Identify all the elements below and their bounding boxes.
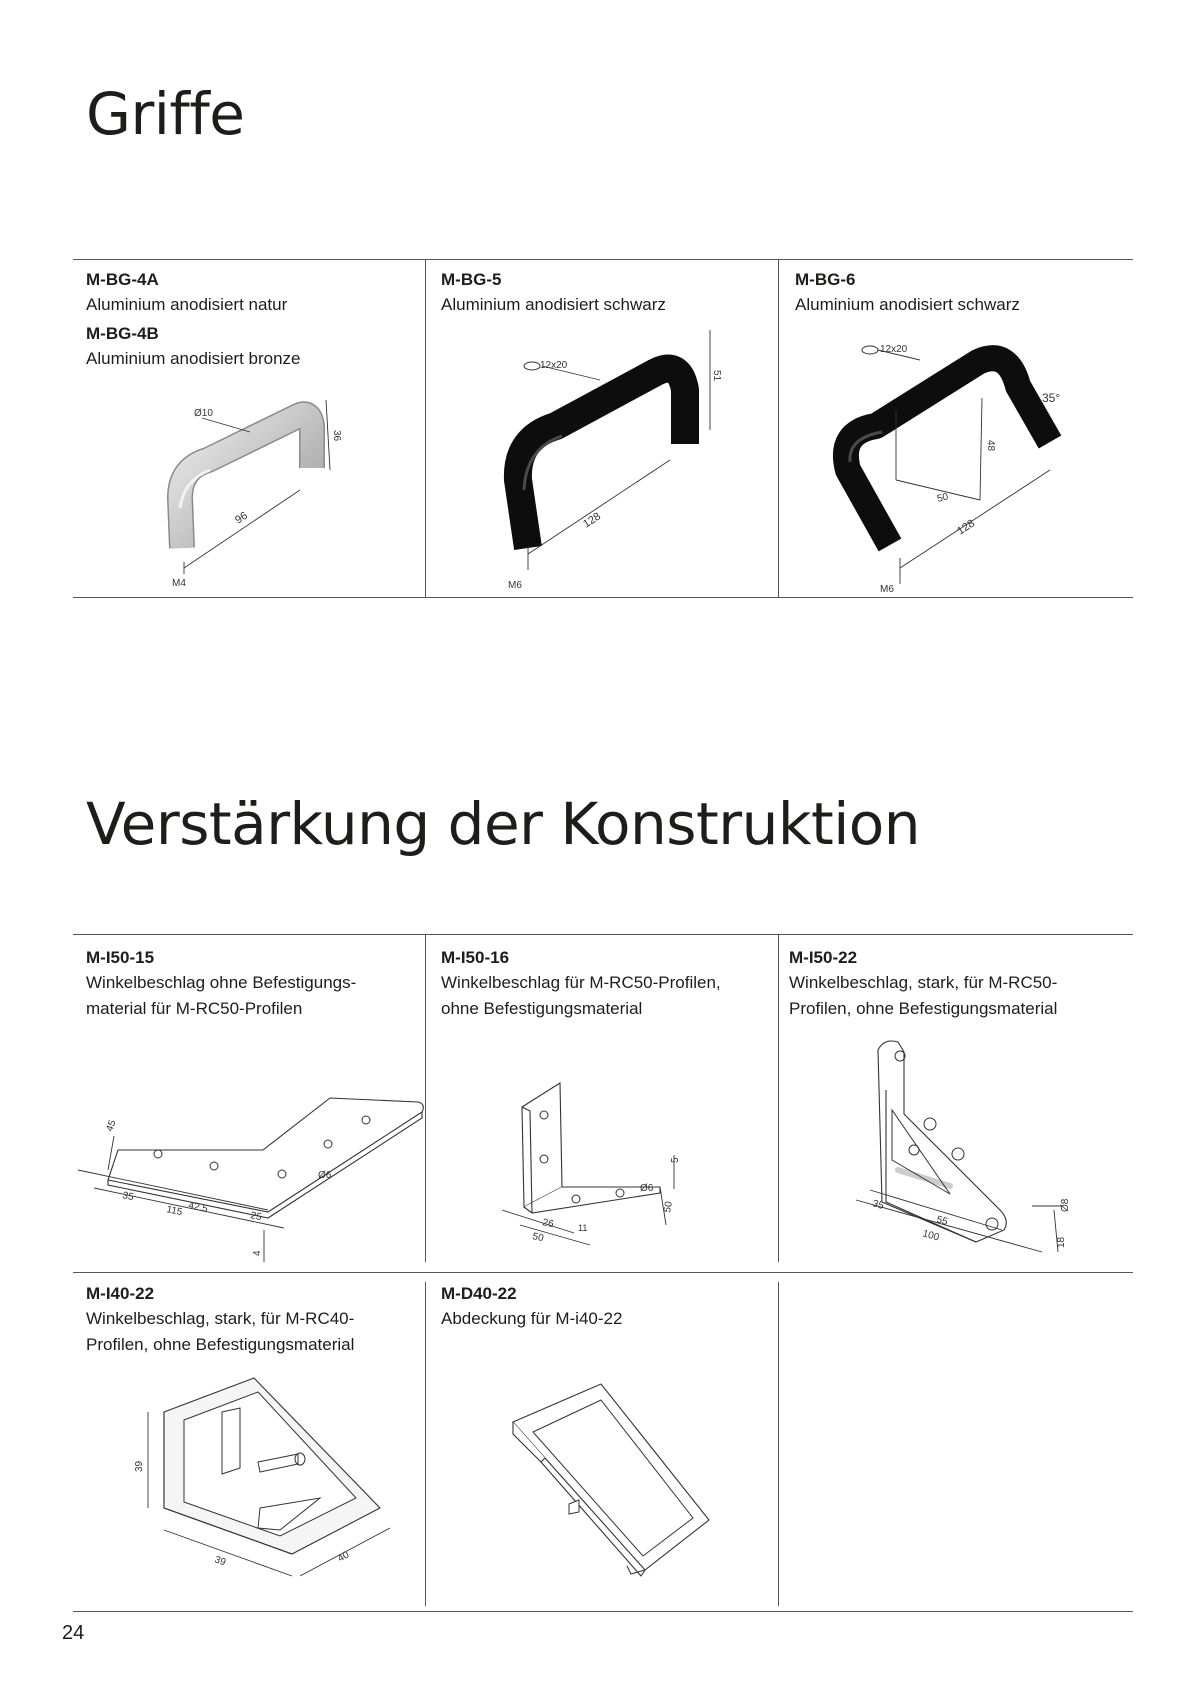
product-m-i50-16 [441, 946, 771, 1022]
dim-label: 45 [104, 1118, 119, 1134]
dim-label: 48 [985, 440, 996, 452]
dim-label: 96 [233, 509, 250, 527]
divider [778, 934, 779, 1262]
product-m-d40-22 [441, 1282, 771, 1332]
dim-label: 128 [581, 510, 604, 531]
bracket-drawing-block [130, 1368, 420, 1583]
product-code: M-BG-6 [795, 270, 856, 289]
product-desc: ohne Befestigungsmaterial [441, 999, 643, 1018]
dim-label: 18 [1056, 1236, 1067, 1248]
section-title-griffe: Griffe [86, 80, 245, 148]
dim-label: 12x20 [880, 344, 908, 355]
dim-label: 115 [165, 1204, 184, 1219]
product-desc: Aluminium anodisiert schwarz [795, 295, 1020, 314]
dim-label: M6 [880, 584, 894, 595]
product-m-i50-15 [86, 946, 416, 1022]
divider [425, 259, 426, 597]
bracket-drawing-angle [490, 1075, 710, 1255]
divider [73, 1272, 1133, 1273]
product-m-bg-6 [795, 268, 1125, 318]
dim-label: 42.5 [187, 1200, 209, 1215]
product-desc: Aluminium anodisiert natur [86, 295, 288, 314]
product-desc: Profilen, ohne Befestigungsmaterial [86, 1335, 355, 1354]
dim-label: 35 [121, 1190, 135, 1204]
dim-label: 55 [935, 1214, 949, 1228]
product-desc: Winkelbeschlag, stark, für M-RC50- [789, 973, 1058, 992]
dim-label: 128 [955, 517, 978, 538]
product-code: M-D40-22 [441, 1284, 517, 1303]
dim-label: 5 [670, 1157, 681, 1163]
product-desc: Winkelbeschlag ohne Befestigungs- [86, 973, 357, 992]
bracket-drawing-flat [78, 1090, 428, 1260]
product-code: M-BG-4B [86, 324, 159, 343]
product-desc: Winkelbeschlag für M-RC50-Profilen, [441, 973, 721, 992]
dim-label: 50 [936, 491, 950, 505]
divider [73, 259, 1133, 260]
product-desc: Aluminium anodisiert bronze [86, 349, 301, 368]
dim-label: M4 [172, 578, 186, 589]
divider [778, 1282, 779, 1606]
product-code: M-BG-4A [86, 270, 159, 289]
dim-label: 100 [921, 1228, 941, 1244]
dim-label: 11 [578, 1223, 588, 1233]
dim-label: Ø10 [194, 408, 213, 419]
product-desc: Winkelbeschlag, stark, für M-RC40- [86, 1309, 355, 1328]
dim-label: 35 [871, 1198, 885, 1212]
dim-label: Ø8 [1060, 1198, 1071, 1212]
dim-label: 35° [1042, 391, 1061, 405]
dim-label: 4 [252, 1250, 263, 1256]
product-m-bg-4 [86, 268, 416, 372]
dim-label: Ø6 [318, 1170, 332, 1181]
product-code: M-I50-16 [441, 948, 510, 967]
page-number: 24 [62, 1622, 85, 1644]
handle-drawing-silver [150, 390, 380, 590]
divider [73, 597, 1133, 598]
cover-drawing [505, 1380, 725, 1580]
dim-label: 25 [249, 1210, 263, 1224]
dim-label: 36 [331, 430, 342, 442]
divider [73, 934, 1133, 935]
product-m-i50-22 [789, 946, 1129, 1022]
divider [425, 1282, 426, 1606]
product-m-bg-5 [441, 268, 771, 318]
dim-label: 51 [711, 370, 722, 382]
dim-label: 12x20 [540, 360, 568, 371]
handle-drawing-black-angled [820, 330, 1100, 595]
dim-label: 40 [336, 1549, 352, 1565]
dim-label: 50 [662, 1200, 675, 1214]
bracket-drawing-strong [842, 1030, 1112, 1260]
divider [778, 259, 779, 597]
dim-label: Ø6 [640, 1183, 654, 1194]
dim-label: 39 [134, 1460, 145, 1472]
product-desc: material für M-RC50-Profilen [86, 999, 303, 1018]
handle-drawing-black-straight [480, 320, 740, 590]
dim-label: 50 [531, 1231, 545, 1245]
product-code: M-I40-22 [86, 1284, 155, 1303]
product-code: M-I50-22 [789, 948, 858, 967]
divider [73, 1611, 1133, 1612]
product-desc: Abdeckung für M-i40-22 [441, 1309, 623, 1328]
product-desc: Aluminium anodisiert schwarz [441, 295, 666, 314]
dim-label: M6 [508, 580, 522, 591]
product-desc: Profilen, ohne Befestigungsmaterial [789, 999, 1058, 1018]
dim-label: 26 [541, 1217, 555, 1231]
product-code: M-BG-5 [441, 270, 502, 289]
dim-label: 39 [213, 1554, 228, 1569]
product-m-i40-22 [86, 1282, 416, 1358]
section-title-verstaerkung: Verstärkung der Konstruktion [86, 790, 921, 858]
product-code: M-I50-15 [86, 948, 155, 967]
